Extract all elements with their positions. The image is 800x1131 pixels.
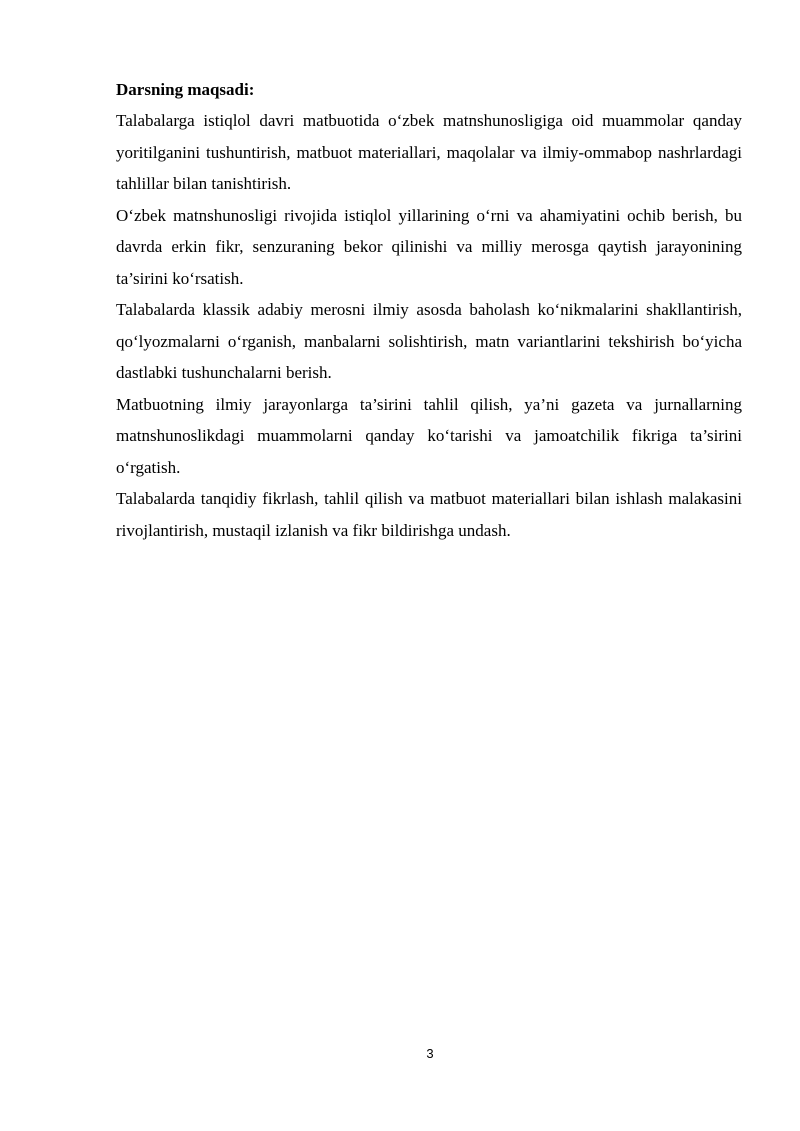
paragraph-3: Talabalarda klassik adabiy merosni ilmiy asosda baholash ko‘nikmalarini shakllantirish, qo‘lyozmalarni o‘rganish, manbalarni solishtirish, matn variantlarini tekshirish bo‘yicha dastlabki tushunchalarni berish. xyxy=(116,300,742,382)
page-number: 3 xyxy=(426,1046,434,1061)
page-body xyxy=(116,74,742,546)
paragraph-1: Talabalarga istiqlol davri matbuotida o‘zbek matnshunosligiga oid muammolar qanday yoritilganini tushuntirish, matbuot materiallari, maqolalar va ilmiy-ommabop nashrlardagi tahlillar bilan tanishtirish. xyxy=(116,111,742,193)
paragraph-2: O‘zbek matnshunosligi rivojida istiqlol yillarining o‘rni va ahamiyatini ochib berish, bu davrda erkin fikr, senzuraning bekor qilinishi va milliy merosga qaytish jarayonining ta’sirini ko‘rsatish. xyxy=(116,205,742,288)
section-heading: Darsning maqsadi: xyxy=(116,80,255,99)
paragraph-4: Matbuotning ilmiy jarayonlarga ta’sirini tahlil qilish, ya’ni gazeta va jurnallarning matnshunoslikdagi muammolarni qanday ko‘tarishi va jamoatchilik fikriga ta’sirini o‘rgatish. xyxy=(116,394,742,477)
paragraph-5: Talabalarda tanqidiy fikrlash, tahlil qilish va matbuot materiallari bilan ishlash malakasini rivojlantirish, mustaqil izlanish va fikr bildirishga undash. xyxy=(116,489,742,540)
